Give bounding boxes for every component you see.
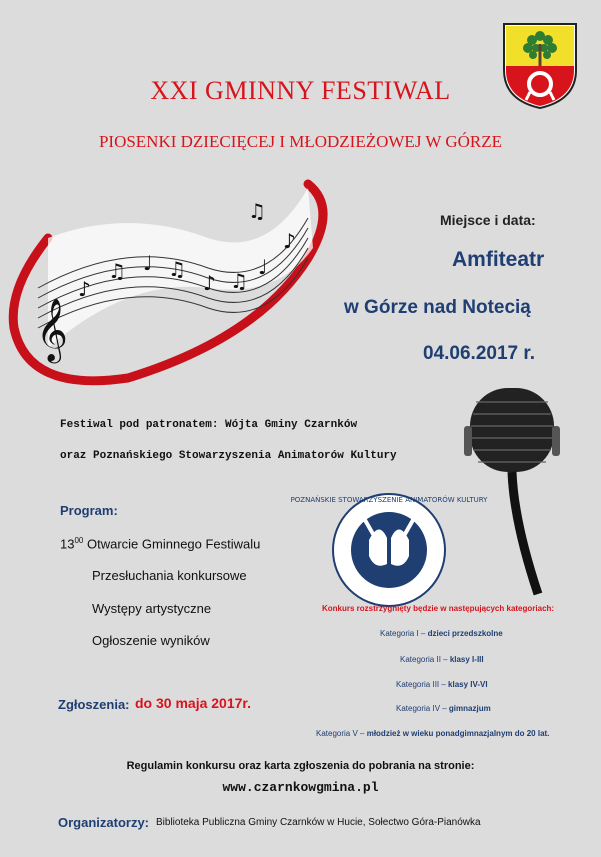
music-notes-illustration: [8, 178, 338, 388]
category-item: Kategoria III – klasy IV-VI: [396, 680, 488, 689]
logo-ring-text: POZNAŃSKIE STOWARZYSZENIE ANIMATORÓW KULTURY: [290, 496, 488, 504]
program-item-label: Otwarcie Gminnego Festiwalu: [87, 536, 261, 552]
program-heading: Program:: [60, 503, 118, 518]
svg-text:♪: ♪: [78, 277, 91, 301]
festival-subtitle: PIOSENKI DZIECIĘCEJ I MŁODZIEŻOWEJ W GÓRZE: [98, 132, 503, 151]
svg-text:♫: ♫: [108, 259, 126, 283]
svg-text:♪: ♪: [283, 229, 296, 253]
contest-heading: Konkurs rozstrzygnięty będzie w następujących kategoriach:: [322, 604, 555, 613]
registration-deadline: do 30 maja 2017r.: [135, 695, 251, 711]
program-item-2: Przesłuchania konkursowe: [92, 568, 247, 583]
place-label: Miejsce i data:: [440, 212, 536, 228]
registration-label: Zgłoszenia:: [58, 697, 130, 712]
program-time-hour: 13: [60, 536, 75, 552]
patronage-line-1: Festiwal pod patronatem: Wójta Gminy Czarnków: [60, 419, 358, 431]
program-item-3: Występy artystyczne: [92, 601, 212, 616]
category-item: Kategoria I – dzieci przedszkolne: [380, 629, 503, 638]
festival-title: XXI GMINNY FESTIWAL: [150, 76, 451, 105]
program-item-4: Ogłoszenie wyników: [92, 633, 210, 648]
venue-text: Amfiteatr: [452, 248, 545, 271]
organizers-text: Biblioteka Publiczna Gminy Czarnków w Hucie, Sołectwo Góra-Pianówka: [156, 817, 481, 828]
rules-text: Regulamin konkursu oraz karta zgłoszenia do pobrania na stronie:: [126, 760, 475, 772]
category-item: Kategoria V – młodzież w wieku ponadgimnazjalnym do 20 lat.: [316, 729, 550, 738]
patronage-line-2: oraz Poznańskiego Stowarzyszenia Animatorów Kultury: [60, 450, 397, 462]
category-item: Kategoria II – klasy I-III: [400, 655, 484, 664]
svg-text:♩: ♩: [143, 251, 153, 275]
town-text: w Górze nad Notecią: [344, 297, 531, 318]
svg-text:♫: ♫: [248, 199, 266, 223]
treble-clef-icon: 𝄞: [36, 298, 68, 361]
program-time-minutes: 00: [74, 536, 84, 545]
svg-text:♩: ♩: [258, 255, 268, 279]
website-link[interactable]: www.czarnkowgmina.pl: [222, 780, 379, 795]
organizers-label: Organizatorzy:: [58, 815, 150, 830]
category-item: Kategoria IV – gimnazjum: [396, 704, 491, 713]
svg-text:♪: ♪: [203, 271, 216, 295]
microphone-icon: [440, 382, 580, 600]
svg-text:♫: ♫: [230, 269, 248, 293]
program-item-1: [60, 536, 260, 551]
association-logo-icon: [290, 490, 488, 610]
svg-text:♫: ♫: [168, 257, 186, 281]
event-date: 04.06.2017 r.: [423, 343, 535, 364]
